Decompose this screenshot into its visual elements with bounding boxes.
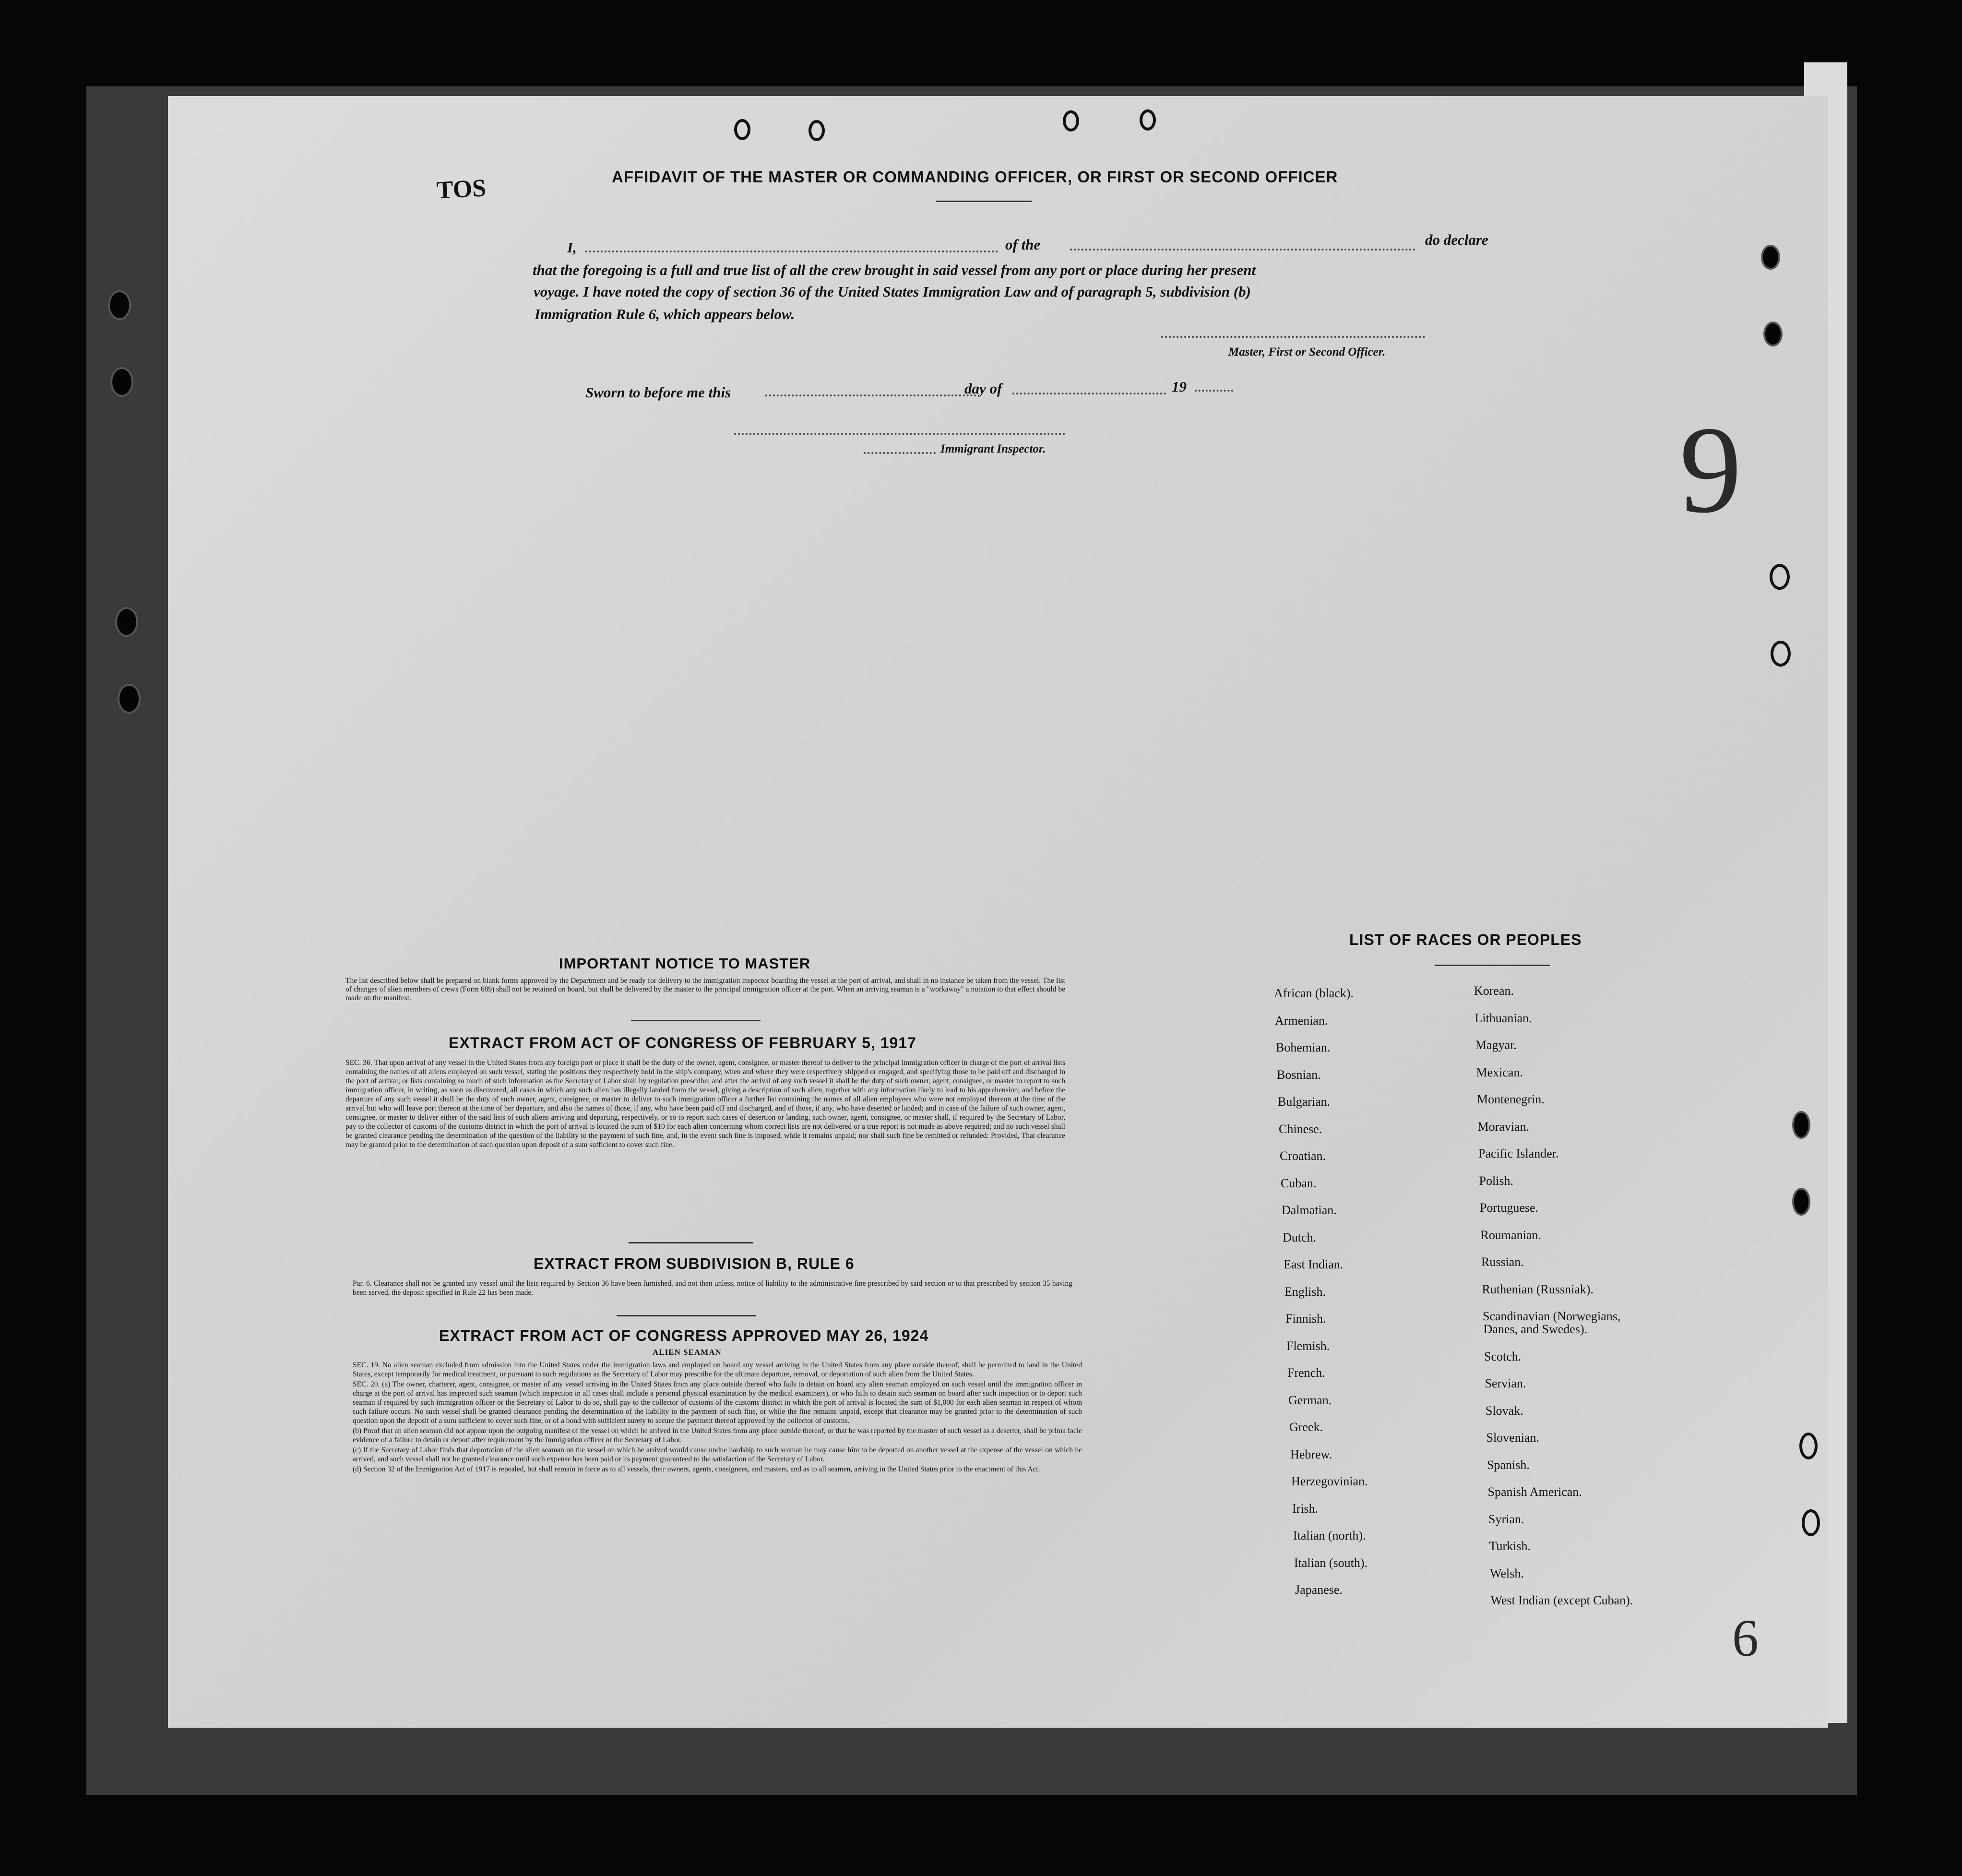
sworn-label: Sworn to before me this <box>585 384 731 401</box>
race-item: Irish. <box>1292 1501 1319 1516</box>
subdivision-title: EXTRACT FROM SUBDIVISION B, RULE 6 <box>534 1255 855 1272</box>
punch-hole <box>1771 641 1791 667</box>
punch-hole <box>1792 1188 1810 1216</box>
race-item: Scandinavian (Norwegians, <box>1483 1309 1621 1323</box>
race-item: Armenian. <box>1275 1013 1328 1028</box>
race-item: Dalmatian. <box>1282 1203 1337 1217</box>
signature-blank <box>1161 336 1425 338</box>
punch-hole <box>1761 245 1780 270</box>
race-item: Syrian. <box>1488 1512 1524 1526</box>
race-item: English. <box>1284 1284 1326 1299</box>
race-item: Russian. <box>1481 1255 1524 1269</box>
race-item: Slovenian. <box>1486 1431 1539 1445</box>
punch-hole <box>809 120 825 141</box>
affidavit-line-2: that the foregoing is a full and true list of all the crew brought in said vessel from any port or place during her present <box>533 262 1256 278</box>
stamp-mark: TOS <box>436 174 487 204</box>
affidavit-of-the: of the <box>1005 236 1041 253</box>
divider <box>1435 965 1550 966</box>
punch-hole <box>1802 1509 1820 1536</box>
day-of-label: day of <box>964 380 1002 397</box>
subdivision-text: Par. 6. Clearance shall not be granted any vessel until the lists required by Section 36 have been furnished, and not then unless, notice of liability to the administrative fine prescribed by said section or to that prescribed by section 35 having been served, the deposit specified in Rule 22 has been made. <box>353 1279 1072 1297</box>
race-item: Magyar. <box>1475 1038 1517 1052</box>
inspector-caption: Immigrant Inspector. <box>940 442 1046 455</box>
punch-hole <box>1063 110 1079 131</box>
punch-hole <box>118 684 141 714</box>
race-item: Bosnian. <box>1277 1067 1321 1082</box>
race-item: Servian. <box>1485 1376 1526 1390</box>
inspector-blank-2 <box>864 452 936 454</box>
punch-hole <box>734 119 750 140</box>
race-item: Chinese. <box>1279 1122 1322 1136</box>
race-item: Flemish. <box>1286 1338 1330 1353</box>
punch-hole <box>115 607 138 637</box>
extract-1924-body <box>353 1361 1082 1474</box>
race-item: Roumanian. <box>1480 1228 1541 1242</box>
vessel-blank <box>1070 249 1415 251</box>
sec-20b-text: (b) Proof that an alien seaman did not appear upon the outgoing manifest of the vessel on which he arrived in the United States from any place outside thereof, or that he was reported by the master of such vessel as a deserter, shall be prima facie evidence of a failure to detain or deport after requirement by the immigration officer or the Secretary of Labor. <box>353 1427 1082 1444</box>
race-item: African (black). <box>1274 986 1354 1000</box>
race-item: Moravian. <box>1477 1119 1530 1134</box>
race-item: Bulgarian. <box>1278 1095 1331 1109</box>
divider <box>617 1315 756 1316</box>
affidavit-title: AFFIDAVIT OF THE MASTER OR COMMANDING OFFICER, OR FIRST OR SECOND OFFICER <box>612 168 1338 186</box>
race-item: East Indian. <box>1284 1257 1344 1271</box>
day-blank <box>765 394 976 396</box>
race-item: Mexican. <box>1476 1065 1523 1079</box>
handwritten-corner-mark: 6 <box>1732 1609 1759 1667</box>
race-item: Pacific Islander. <box>1478 1147 1559 1160</box>
race-item: French. <box>1287 1366 1325 1380</box>
name-blank <box>585 251 998 252</box>
sec-20d-text: (d) Section 32 of the Immigration Act of 1917 is repealed, but shall remain in force as to all vessels, their owners, agents, consignees, and masters, and as to all seamen, arriving in the United States prior to the enactment of this Act. <box>353 1465 1040 1473</box>
race-item: Finnish. <box>1285 1312 1326 1326</box>
punch-hole <box>1140 109 1156 131</box>
race-item: Montenegrin. <box>1477 1092 1545 1106</box>
extract-1924-title: EXTRACT FROM ACT OF CONGRESS APPROVED MAY 26, 1924 <box>439 1327 929 1344</box>
affidavit-line-3: voyage. I have noted the copy of section 36 of the United States Immigration Law and of paragraph 5, subdivision (b) <box>534 283 1251 300</box>
handwritten-mark: 9 <box>1679 401 1742 539</box>
punch-hole <box>1770 564 1790 590</box>
month-blank <box>1012 393 1166 394</box>
race-item: Danes, and Swedes). <box>1483 1322 1588 1336</box>
race-item: Croatian. <box>1280 1149 1326 1163</box>
race-item: West Indian (except Cuban). <box>1490 1593 1633 1607</box>
divider <box>936 201 1032 202</box>
race-item: Bohemian. <box>1276 1040 1331 1054</box>
extract-1917-text: SEC. 36. That upon arrival of any vessel in the United States from any foreign port or place it shall be the duty of the owner, agent, consignee, or master thereof to deliver to the principal immigration officer in charge of the port of arrival lists containing the names of all aliens employed on such vessel, stating the positions they respectively hold in the ship's company, when and where they were respectively shipped or engaged, and specifying those to be paid off and discharged in the port of arrival; or lists containing so much of such information as the Secretary of Labor shall by regulation prescribe; and after the arrival of any such vessel it shall be the duty of such owner, agent, consignee, or master to report to such immigration officer, in writing, as soon as discovered, all cases in which any such alien has illegally landed from the vessel, giving a description of such alien, together with any information likely to lead to his apprehension; and before the departure of any such vessel it shall be the duty of such owner, agent, consignee, or master to deliver to such immigration officer a further list containing the names of all alien employees who were not employed thereon at the time of the arrival but who will leave port thereon at the time of her departure, and also the names of those, if any, who have been paid off and discharged, and of those, if any, who have deserted or landed; and in case of the failure of such owner, agent, consignee, or master to deliver either of the said lists of such aliens arriving and departing, respectively, or so to report such cases of desertion or landing, such owner, agent, consignee, or master shall, if required by the Secretary of Labor, pay to the collector of customs of the customs district in which the port of arrival is located the sum of $10 for each alien concerning whom correct lists are not delivered or a true report is not made as above required; and no such vessel shall be granted clearance pending the determination of the question of the liability to the payment of such fine, and, in the event such fine is imposed, while it remains unpaid; nor shall such fine be remitted or refunded: Provided, That clearance may be granted prior to the determination of such question upon deposit of a sum sufficient to cover such fine. <box>345 1059 1065 1149</box>
punch-hole <box>1799 1433 1818 1459</box>
divider <box>629 1242 753 1243</box>
race-item: Cuban. <box>1281 1176 1317 1190</box>
race-item: Greek. <box>1289 1420 1323 1434</box>
divider <box>631 1020 761 1021</box>
race-item: Italian (south). <box>1294 1555 1368 1570</box>
race-item: Scotch. <box>1484 1349 1522 1363</box>
race-item: Polish. <box>1479 1173 1514 1188</box>
race-item: Italian (north). <box>1293 1529 1366 1542</box>
punch-hole <box>1792 1111 1810 1139</box>
extract-1917-title: EXTRACT FROM ACT OF CONGRESS OF FEBRUARY 5, 1917 <box>449 1034 916 1052</box>
signer-caption: Master, First or Second Officer. <box>1228 346 1386 358</box>
affidavit-declare: do declare <box>1425 231 1488 248</box>
race-item: Lithuanian. <box>1474 1011 1532 1025</box>
race-item: Japanese. <box>1295 1583 1343 1597</box>
race-item: Spanish American. <box>1487 1485 1582 1499</box>
year-label: 19 <box>1172 378 1187 395</box>
race-item: Ruthenian (Russniak). <box>1482 1282 1594 1296</box>
affidavit-line-4: Immigration Rule 6, which appears below. <box>535 306 795 323</box>
race-item: Turkish. <box>1489 1539 1531 1553</box>
sec-19-text: SEC. 19. No alien seaman excluded from admission into the United States under the immigration laws and employed on board any vessel arriving in the United States from any place outside thereof, shall be permitted to land in the United States, except temporarily for medical treatment, or pursuant to such regulations as the Secretary of Labor may prescribe for the ultimate departure, removal, or deportation of such alien from the United States. <box>353 1361 1082 1378</box>
race-item: German. <box>1288 1393 1332 1407</box>
sec-20c-text: (c) If the Secretary of Labor finds that deportation of the alien seaman on the vessel on which he arrived would cause undue hardship to such seaman he may cause him to be deported on another vessel at the expense of the vessel on which he arrived, and such vessel shall not be granted clearance until such expense has been paid or its payment guaranteed to the satisfaction of the Secretary of Labor. <box>353 1446 1082 1463</box>
race-item: Slovak. <box>1486 1403 1523 1418</box>
race-item: Herzegovinian. <box>1291 1474 1368 1488</box>
race-item: Portuguese. <box>1480 1201 1539 1215</box>
races-title: LIST OF RACES OR PEOPLES <box>1349 931 1582 948</box>
manifest-page <box>168 96 1828 1728</box>
race-item: Dutch. <box>1283 1230 1317 1244</box>
sec-20a-text: SEC. 20. (a) The owner, charterer, agent, consignee, or master of any vessel arriving in the United States from any place outside thereof who fails to detain on board any alien seaman employed on such vessel until the immigration officer in charge at the port of arrival has inspected such seaman (which inspection in all cases shall include a personal physical examination by the medical examiners), or who fails to detain such seaman on board after such inspection or to deport such seaman if required by such immigration officer or the Secretary of Labor to do so, shall pay to the collector of customs of the customs district in which the port of arrival is located the sum of $1,000 for each alien seaman in respect of whom such failure occurs. No such vessel shall be granted clearance pending the determination of the liability to the payment of such fine, or while the fine remains unpaid, except that clearance may be granted prior to the determination of such question upon the deposit of a sum sufficient to cover such fine, or of a bond with sufficient surety to secure the payment thereof approved by the collector of customs. <box>353 1380 1082 1425</box>
race-item: Hebrew. <box>1290 1447 1332 1461</box>
punch-hole <box>108 290 131 320</box>
punch-hole <box>110 367 133 397</box>
punch-hole <box>1763 322 1783 347</box>
inspector-blank <box>734 433 1065 435</box>
notice-text: The list described below shall be prepared on blank forms approved by the Department and be ready for delivery to the immigration inspector boarding the vessel at the port of arrival, and shall in no instance be taken from the vessel. The list of changes of alien members of crews (Form 689) shall not be retained on board, but shall be delivered by the master to the principal immigration officer at the port. When an arriving seaman is a "workaway" a notation to that effect should be made on the manifest. <box>345 977 1065 1002</box>
race-item: Korean. <box>1474 984 1514 998</box>
notice-title: IMPORTANT NOTICE TO MASTER <box>559 955 811 972</box>
race-item: Welsh. <box>1490 1566 1524 1580</box>
race-item: Spanish. <box>1487 1458 1530 1472</box>
alien-seaman-subtitle: ALIEN SEAMAN <box>653 1348 722 1357</box>
affidavit-i: I, <box>567 239 577 256</box>
year-blank <box>1195 390 1233 392</box>
